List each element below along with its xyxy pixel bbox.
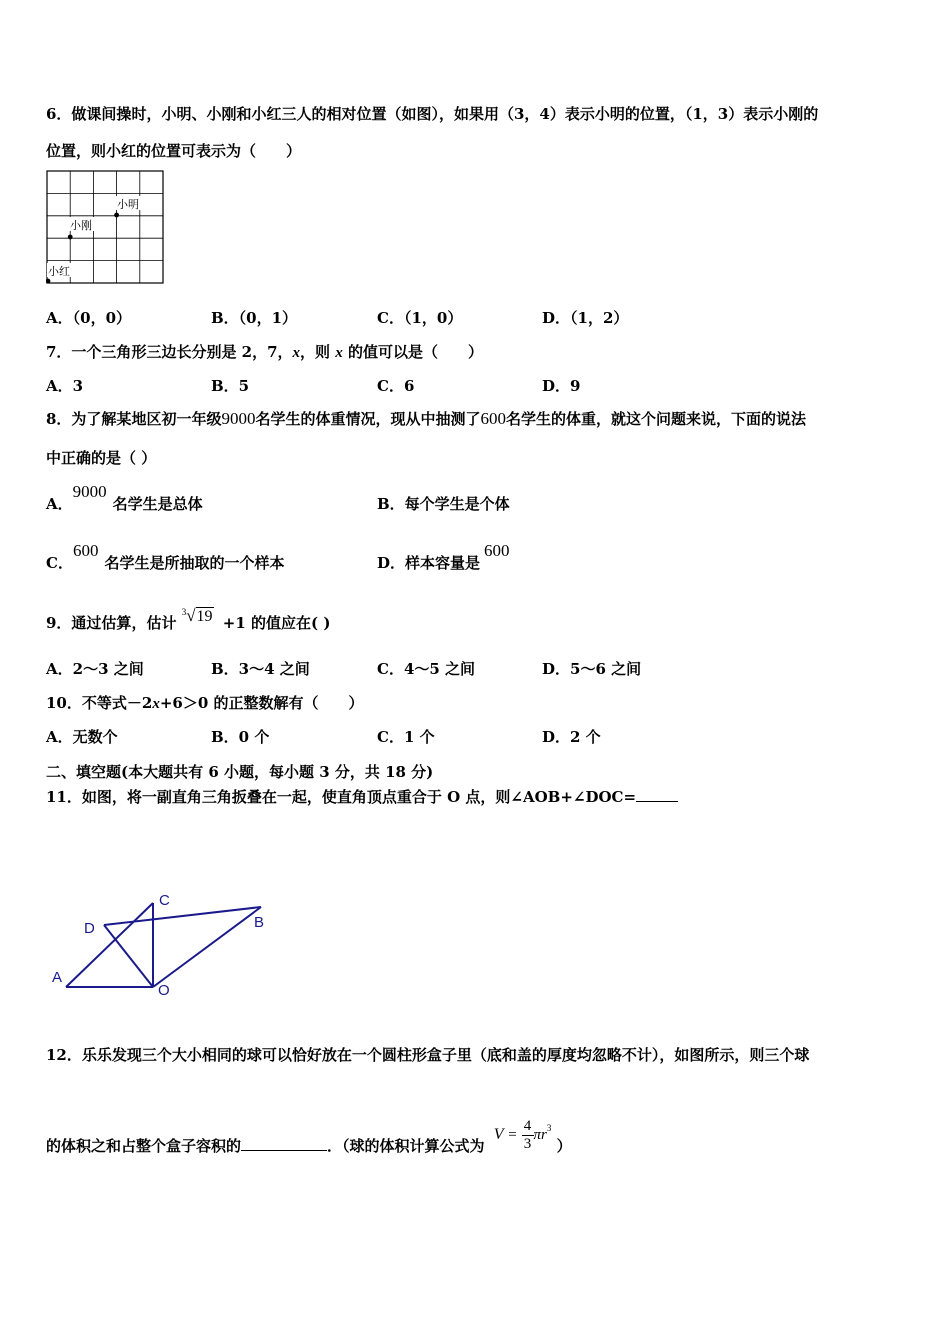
q12-answer-blank[interactable] <box>241 1136 327 1151</box>
q8-option-d[interactable] <box>377 541 516 573</box>
q9-stem <box>46 606 331 633</box>
q8-opt-a-num: 9000 <box>72 482 107 501</box>
q8-l1c: 名学生的体重，就这个问题来说，下面的说法 <box>505 410 806 428</box>
label-o: O <box>158 982 170 999</box>
radical-sign-icon: √ <box>186 606 196 625</box>
q9-option-a[interactable]: A．2～3 之间 <box>46 660 144 678</box>
q7-stem <box>46 341 483 362</box>
q8-option-b[interactable]: B．每个学生是个体 <box>377 495 510 513</box>
q7-option-a[interactable]: A．3 <box>46 377 84 395</box>
q7-option-d[interactable]: D．9 <box>542 377 581 395</box>
q9-pre: 9．通过估算，估计 <box>46 614 177 632</box>
q11-stem <box>46 786 678 807</box>
q9-cube-root <box>182 606 214 626</box>
q12-line1: 12．乐乐发现三个大小相同的球可以恰好放在一个圆柱形盒子里（底和盖的厚度均忽略不计），如图所示，则三个球 <box>46 1046 810 1064</box>
q7-var-1: x <box>292 345 301 361</box>
q8-line1 <box>46 408 806 429</box>
q7-option-b[interactable]: B．5 <box>211 377 250 395</box>
q6-option-c[interactable]: C．（1，0） <box>377 309 463 327</box>
q6-line1: 6．做课间操时，小明、小刚和小红三人的相对位置（如图），如果用（3，4）表示小明的位置，（1，3）表示小刚的 <box>46 105 819 123</box>
q8-n1: 9000 <box>221 409 256 428</box>
formula-pi-r: πr <box>533 1126 547 1143</box>
label-c: C <box>159 892 170 909</box>
q10-stem <box>46 692 363 713</box>
q10-post: +6＞0 的正整数解有（ ） <box>159 694 364 712</box>
formula-num: 4 <box>523 1118 532 1134</box>
q8-opt-c-label: C． <box>46 554 73 572</box>
q11-triangle-figure <box>46 885 276 1005</box>
q8-n2: 600 <box>480 409 506 428</box>
q8-opt-a-text: 名学生是总体 <box>112 495 203 513</box>
q7-pre: 7．一个三角形三边长分别是 2，7， <box>46 343 293 361</box>
q6-position-grid <box>46 170 166 286</box>
q8-opt-d-num: 600 <box>484 541 510 560</box>
q12-line2-pre: 的体积之和占整个盒子容积的 <box>46 1136 242 1155</box>
q6-line2: 位置，则小红的位置可表示为（ ） <box>46 142 302 160</box>
label-d: D <box>84 920 95 937</box>
q10-option-b[interactable]: B．0 个 <box>211 728 270 746</box>
q11-answer-blank[interactable] <box>636 787 678 802</box>
q8-l1a: 8．为了解某地区初一年级 <box>46 410 222 428</box>
q10-var: x <box>152 696 160 712</box>
q9-option-d[interactable]: D．5～6 之间 <box>542 660 642 678</box>
label-xiaogang: 小刚 <box>70 220 92 232</box>
label-a: A <box>52 969 63 986</box>
q8-opt-c-text: 名学生是所抽取的一个样本 <box>104 554 285 572</box>
q6-option-d[interactable]: D．（1，2） <box>542 309 629 327</box>
q9-option-c[interactable]: C．4～5 之间 <box>377 660 476 678</box>
q8-line2: 中正确的是（ ） <box>46 449 157 467</box>
q6-option-b[interactable]: B．（0，1） <box>211 309 298 327</box>
q9-option-b[interactable]: B．3～4 之间 <box>211 660 310 678</box>
q9-post: +1 的值应在( ) <box>222 614 331 632</box>
q10-pre: 10．不等式－2 <box>46 694 153 712</box>
formula-den: 3 <box>523 1136 532 1152</box>
q6-option-a[interactable]: A．（0，0） <box>46 309 132 327</box>
formula-fraction <box>522 1119 534 1152</box>
q10-option-a[interactable]: A．无数个 <box>46 728 118 746</box>
q12-line2-mid: ．（球的体积计算公式为 <box>327 1136 485 1155</box>
q11-text: 11．如图，将一副直角三角扳叠在一起，使直角顶点重合于 O 点，则∠AOB+∠DOC= <box>46 788 637 806</box>
label-xiaohong: 小红 <box>48 266 70 278</box>
q8-option-a[interactable] <box>46 482 203 514</box>
q12-line2-post: ） <box>556 1136 572 1155</box>
q8-l1b: 名学生的体重情况，现从中抽测了 <box>255 410 481 428</box>
xiaoming-point <box>114 213 119 218</box>
sphere-volume-formula <box>494 1119 552 1152</box>
q8-opt-d-text: D．样本容量是 <box>377 554 481 572</box>
formula-eq: = <box>508 1126 517 1143</box>
q10-option-d[interactable]: D．2 个 <box>542 728 601 746</box>
xiaogang-point <box>68 235 73 240</box>
formula-exp: 3 <box>546 1122 552 1133</box>
label-xiaoming: 小明 <box>117 199 139 211</box>
q8-opt-a-label: A． <box>46 495 73 513</box>
q8-opt-c-num: 600 <box>72 541 99 560</box>
formula-v: V <box>493 1125 504 1143</box>
q7-mid: ，则 <box>300 343 331 361</box>
q7-post: 的值可以是（ ） <box>348 343 484 361</box>
q7-var-2: x <box>335 345 343 361</box>
label-b: B <box>254 914 265 931</box>
q12-line2 <box>46 1118 572 1164</box>
q7-option-c[interactable]: C．6 <box>377 377 415 395</box>
q9-root-index: 3 <box>181 607 187 617</box>
q8-option-c[interactable] <box>46 541 285 573</box>
section-2-heading: 二、填空题(本大题共有 6 小题，每小题 3 分，共 18 分) <box>46 763 434 781</box>
q9-radicand: 19 <box>196 608 213 625</box>
q10-option-c[interactable]: C．1 个 <box>377 728 435 746</box>
